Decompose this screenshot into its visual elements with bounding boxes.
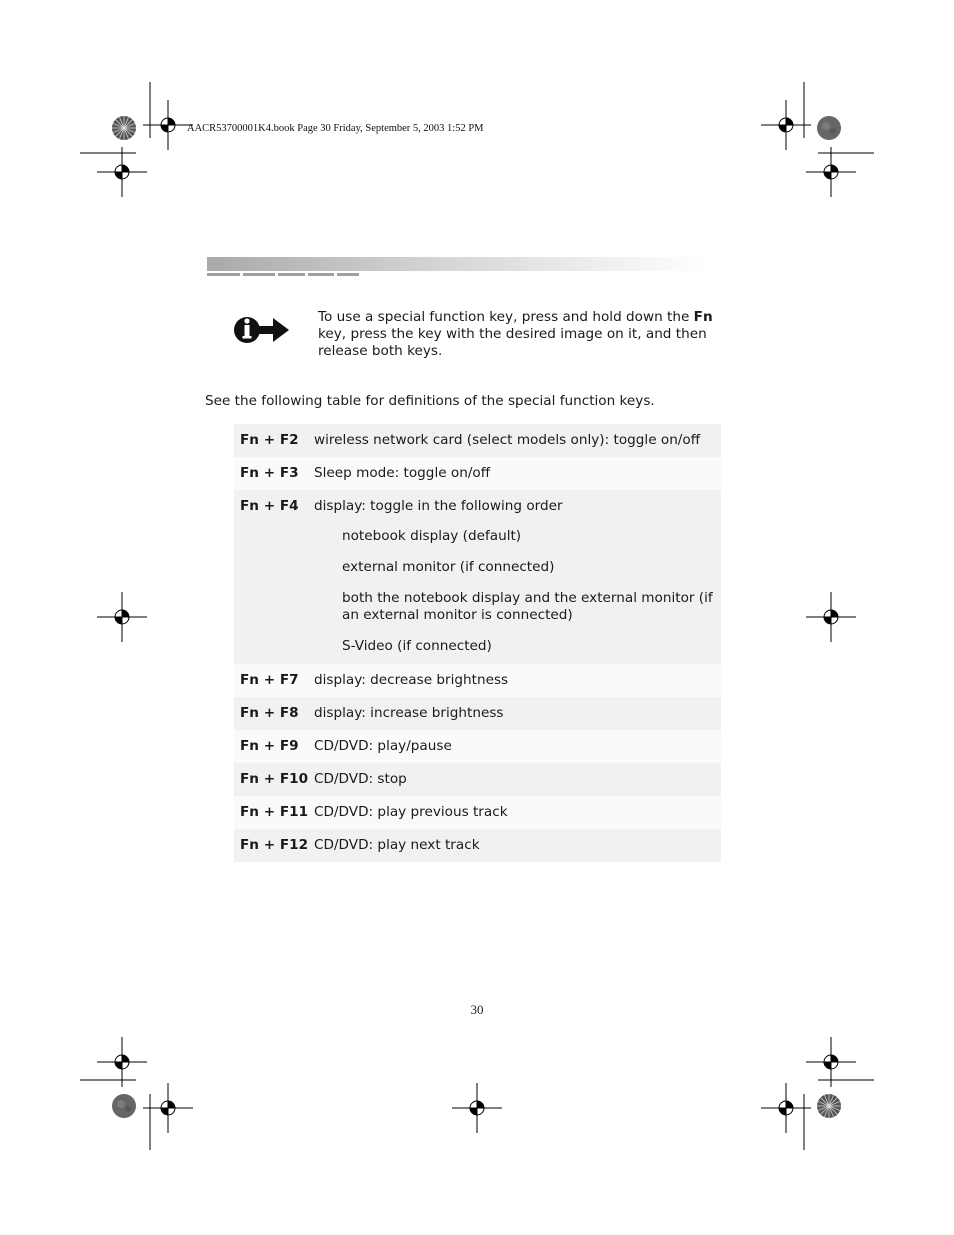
display-option: S-Video (if connected): [342, 638, 492, 654]
key-combo: Fn + F11: [240, 804, 309, 820]
bar-segment: [308, 273, 334, 276]
key-description: CD/DVD: play next track: [314, 837, 480, 853]
page-number: 30: [470, 1002, 484, 1017]
table-row: [234, 664, 721, 697]
key-combo: Fn + F7: [240, 672, 299, 688]
display-option: notebook display (default): [342, 528, 522, 544]
key-combo: Fn + F9: [240, 738, 299, 754]
file-info-header: AACR53700001K4.book Page 30 Friday, September 5, 2003 1:52 PM: [187, 123, 484, 134]
key-description: display: toggle in the following order: [314, 498, 563, 514]
function-keys-table: [234, 424, 721, 862]
key-description: CD/DVD: stop: [314, 771, 407, 787]
key-description: wireless network card (select models only): toggle on/off: [314, 432, 701, 448]
key-description: display: decrease brightness: [314, 672, 509, 688]
table-row: [234, 490, 721, 664]
key-description: display: increase brightness: [314, 705, 504, 721]
key-combo: Fn + F4: [240, 498, 299, 514]
key-combo: Fn + F10: [240, 771, 309, 787]
table-row: [234, 424, 721, 457]
key-description: Sleep mode: toggle on/off: [314, 465, 491, 481]
fn-key-label: Fn: [693, 309, 713, 325]
key-combo: Fn + F2: [240, 432, 299, 448]
table-row: [234, 697, 721, 730]
table-row: [234, 829, 721, 862]
key-combo: Fn + F8: [240, 705, 299, 721]
table-row: [234, 796, 721, 829]
bar-segment: [207, 273, 240, 276]
note-text: To use a special function key, press and hold down the Fn key, press the key with the desired image on it, and then release both keys.: [318, 309, 713, 359]
key-description: CD/DVD: play/pause: [314, 738, 452, 754]
table-row: [234, 730, 721, 763]
table-row: [234, 763, 721, 796]
info-pointer-icon: [233, 313, 291, 347]
key-combo: Fn + F3: [240, 465, 299, 481]
bar-segment: [278, 273, 305, 276]
table-row: [234, 457, 721, 490]
key-combo: Fn + F12: [240, 837, 309, 853]
display-option: both the notebook display and the external monitor (if an external monitor is connected): [342, 590, 713, 623]
key-description-group: [314, 490, 721, 664]
bar-segment: [337, 273, 359, 276]
key-description: CD/DVD: play previous track: [314, 804, 508, 820]
bar-segment: [243, 273, 275, 276]
intro-paragraph: See the following table for definitions of the special function keys.: [205, 393, 655, 409]
display-option: external monitor (if connected): [342, 559, 555, 575]
section-gradient-bar: [207, 257, 707, 271]
